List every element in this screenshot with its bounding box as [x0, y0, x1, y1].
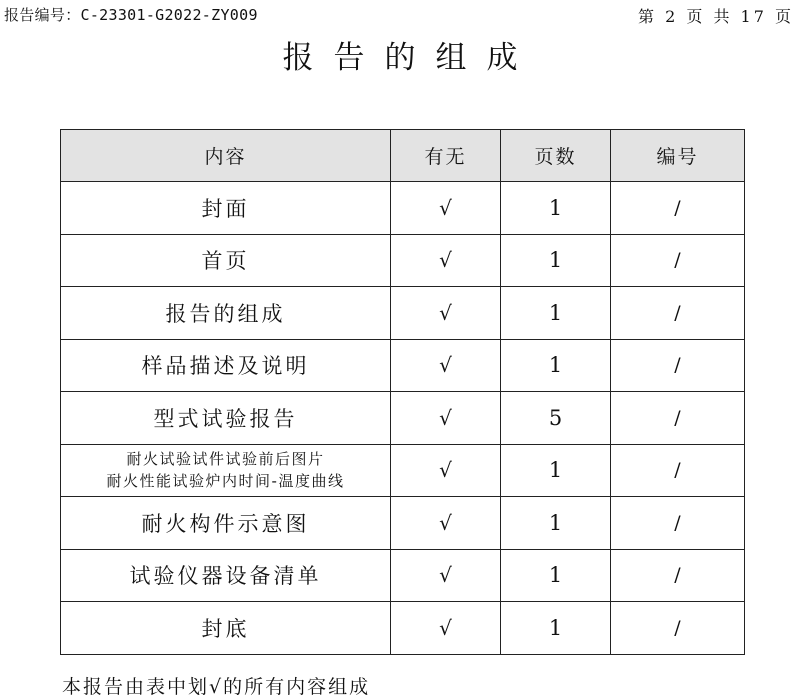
page-title: 报告的组成 [282, 40, 538, 76]
row-number: / [611, 234, 745, 287]
row-pages: 1 [501, 497, 611, 550]
table-row [61, 549, 745, 602]
report-number: 报告编号：C-23301-G2022-ZY009 [4, 6, 258, 24]
row-pages: 1 [501, 549, 611, 602]
row-pages: 1 [501, 602, 611, 655]
row-number: / [611, 497, 745, 550]
row-number: / [611, 287, 745, 340]
row-has-check: √ [391, 444, 501, 497]
row-has-check: √ [391, 339, 501, 392]
row-has-check: √ [391, 234, 501, 287]
row-number: / [611, 392, 745, 445]
row-name: 封底 [61, 602, 391, 655]
row-has-check: √ [391, 182, 501, 235]
row-has-check: √ [391, 497, 501, 550]
table-row [61, 392, 745, 445]
row-pages: 1 [501, 287, 611, 340]
table-row [61, 234, 745, 287]
row-name: 试验仪器设备清单 [61, 549, 391, 602]
composition-table [60, 129, 745, 655]
row-name: 型式试验报告 [61, 392, 391, 445]
row-pages: 1 [501, 339, 611, 392]
table-row [61, 602, 745, 655]
row-name: 报告的组成 [61, 287, 391, 340]
row-name: 样品描述及说明 [61, 339, 391, 392]
table-row [61, 182, 745, 235]
table-header-row [61, 130, 745, 182]
row-has-check: √ [391, 602, 501, 655]
row-has-check: √ [391, 287, 501, 340]
row-name: 封面 [61, 182, 391, 235]
row-has-check: √ [391, 392, 501, 445]
page-info: 第 2 页 共 17 页 [638, 7, 794, 26]
row-has-check: √ [391, 549, 501, 602]
row-number: / [611, 549, 745, 602]
row-name: 首页 [61, 234, 391, 287]
row-number: / [611, 182, 745, 235]
row-number: / [611, 602, 745, 655]
row-pages: 1 [501, 234, 611, 287]
row-name-line-2: 耐火性能试验炉内时间-温度曲线 [106, 472, 345, 491]
footer-note: 本报告由表中划√的所有内容组成 [62, 676, 371, 698]
table-row [61, 287, 745, 340]
row-pages: 1 [501, 444, 611, 497]
row-name-line-1: 耐火试验试件试验前后图片 [126, 450, 325, 469]
row-name: 耐火构件示意图 [61, 497, 391, 550]
row-name [61, 444, 391, 497]
table-row [61, 497, 745, 550]
header-has: 有无 [391, 130, 501, 182]
row-pages: 1 [501, 182, 611, 235]
header-pages: 页数 [501, 130, 611, 182]
header-number: 编号 [611, 130, 745, 182]
table-row [61, 339, 745, 392]
header-content: 内容 [61, 130, 391, 182]
row-number: / [611, 339, 745, 392]
row-number: / [611, 444, 745, 497]
row-pages: 5 [501, 392, 611, 445]
table-row [61, 444, 745, 497]
